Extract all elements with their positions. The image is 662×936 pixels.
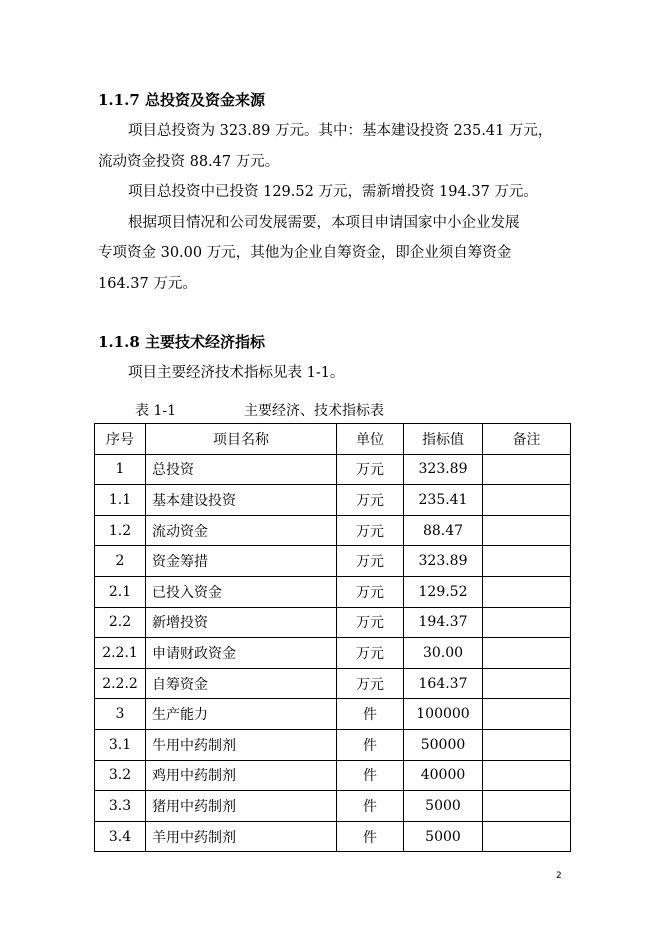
- cell-unit: 万元: [337, 607, 404, 638]
- cell-remarks: [483, 821, 571, 852]
- cell-item-name: 申请财政资金: [146, 638, 337, 669]
- cell-remarks: [483, 791, 571, 822]
- table-row: [95, 546, 571, 577]
- cell-value: 5000: [404, 791, 483, 822]
- cell-item-name: 生产能力: [146, 699, 337, 730]
- cell-unit: 万元: [337, 485, 404, 516]
- cell-serial: 1.2: [95, 515, 146, 546]
- cell-unit: 件: [337, 821, 404, 852]
- cell-unit: 万元: [337, 454, 404, 485]
- cell-item-name: 流动资金: [146, 515, 337, 546]
- cell-value: 5000: [404, 821, 483, 852]
- table-row: [95, 668, 571, 699]
- cell-serial: 3.1: [95, 729, 146, 760]
- cell-value: 323.89: [404, 546, 483, 577]
- cell-item-name: 基本建设投资: [146, 485, 337, 516]
- table-row: [95, 454, 571, 485]
- cell-item-name: 自筹资金: [146, 668, 337, 699]
- cell-remarks: [483, 699, 571, 730]
- cell-unit: 万元: [337, 515, 404, 546]
- cell-value: 30.00: [404, 638, 483, 669]
- table-row: [95, 760, 571, 791]
- table-row: [95, 791, 571, 822]
- table-row: [95, 821, 571, 852]
- table-row: [95, 699, 571, 730]
- cell-remarks: [483, 668, 571, 699]
- table-row: [95, 485, 571, 516]
- cell-value: 50000: [404, 729, 483, 760]
- cell-serial: 3.3: [95, 791, 146, 822]
- cell-value: 100000: [404, 699, 483, 730]
- cell-remarks: [483, 515, 571, 546]
- cell-unit: 件: [337, 729, 404, 760]
- paragraph-funding-line1: 根据项目情况和公司发展需要，本项目申请国家中小企业发展: [128, 214, 520, 231]
- cell-serial: 2.2: [95, 607, 146, 638]
- cell-unit: 万元: [337, 638, 404, 669]
- cell-remarks: [483, 729, 571, 760]
- cell-remarks: [483, 760, 571, 791]
- cell-item-name: 总投资: [146, 454, 337, 485]
- header-remarks: 备注: [483, 424, 571, 455]
- table-body: [95, 454, 571, 852]
- table-caption-title: 主要经济、技术指标表: [244, 403, 384, 419]
- cell-unit: 万元: [337, 668, 404, 699]
- cell-item-name: 鸡用中药制剂: [146, 760, 337, 791]
- cell-unit: 万元: [337, 576, 404, 607]
- section-heading-1-1-8: 1.1.8 主要技术经济指标: [98, 333, 265, 351]
- cell-value: 40000: [404, 760, 483, 791]
- table-row: [95, 729, 571, 760]
- cell-item-name: 已投入资金: [146, 576, 337, 607]
- cell-value: 164.37: [404, 668, 483, 699]
- paragraph-total-investment-line1: 项目总投资为 323.89 万元。其中：基本建设投资 235.41 万元，: [128, 123, 553, 139]
- indicator-table: [94, 423, 571, 852]
- header-unit: 单位: [337, 424, 404, 455]
- cell-unit: 件: [337, 791, 404, 822]
- cell-serial: 2.1: [95, 576, 146, 607]
- section-heading-1-1-7: 1.1.7 总投资及资金来源: [98, 91, 265, 109]
- cell-serial: 3.4: [95, 821, 146, 852]
- paragraph-funding-line3: 164.37 万元。: [98, 275, 197, 292]
- header-value: 指标值: [404, 424, 483, 455]
- cell-serial: 1: [95, 454, 146, 485]
- cell-remarks: [483, 607, 571, 638]
- paragraph-table-reference: 项目主要经济技术指标见表 1-1。: [128, 365, 345, 381]
- table-header-row: [95, 424, 571, 455]
- cell-item-name: 资金筹措: [146, 546, 337, 577]
- cell-unit: 件: [337, 699, 404, 730]
- cell-item-name: 猪用中药制剂: [146, 791, 337, 822]
- cell-value: 88.47: [404, 515, 483, 546]
- cell-value: 194.37: [404, 607, 483, 638]
- cell-serial: 2.2.1: [95, 638, 146, 669]
- header-serial: 序号: [95, 424, 146, 455]
- table-row: [95, 638, 571, 669]
- cell-item-name: 羊用中药制剂: [146, 821, 337, 852]
- cell-unit: 件: [337, 760, 404, 791]
- cell-remarks: [483, 454, 571, 485]
- cell-serial: 3: [95, 699, 146, 730]
- cell-value: 129.52: [404, 576, 483, 607]
- page-number: 2: [556, 871, 562, 881]
- cell-value: 323.89: [404, 454, 483, 485]
- cell-remarks: [483, 485, 571, 516]
- cell-serial: 2.2.2: [95, 668, 146, 699]
- table-row: [95, 576, 571, 607]
- table-caption-number: 表 1-1: [135, 403, 176, 419]
- cell-remarks: [483, 638, 571, 669]
- cell-remarks: [483, 576, 571, 607]
- cell-serial: 3.2: [95, 760, 146, 791]
- cell-remarks: [483, 546, 571, 577]
- cell-unit: 万元: [337, 546, 404, 577]
- table-row: [95, 515, 571, 546]
- cell-value: 235.41: [404, 485, 483, 516]
- cell-serial: 2: [95, 546, 146, 577]
- paragraph-total-investment-line2: 流动资金投资 88.47 万元。: [98, 153, 280, 170]
- cell-item-name: 新增投资: [146, 607, 337, 638]
- cell-item-name: 牛用中药制剂: [146, 729, 337, 760]
- paragraph-funding-line2: 专项资金 30.00 万元，其他为企业自筹资金，即企业须自筹资金: [98, 245, 512, 261]
- table-row: [95, 607, 571, 638]
- cell-serial: 1.1: [95, 485, 146, 516]
- section-1-1-7-body: [98, 116, 568, 299]
- section-1-1-8-body: [98, 358, 568, 389]
- header-item-name: 项目名称: [146, 424, 337, 455]
- paragraph-invested: 项目总投资中已投资 129.52 万元，需新增投资 194.37 万元。: [128, 184, 538, 200]
